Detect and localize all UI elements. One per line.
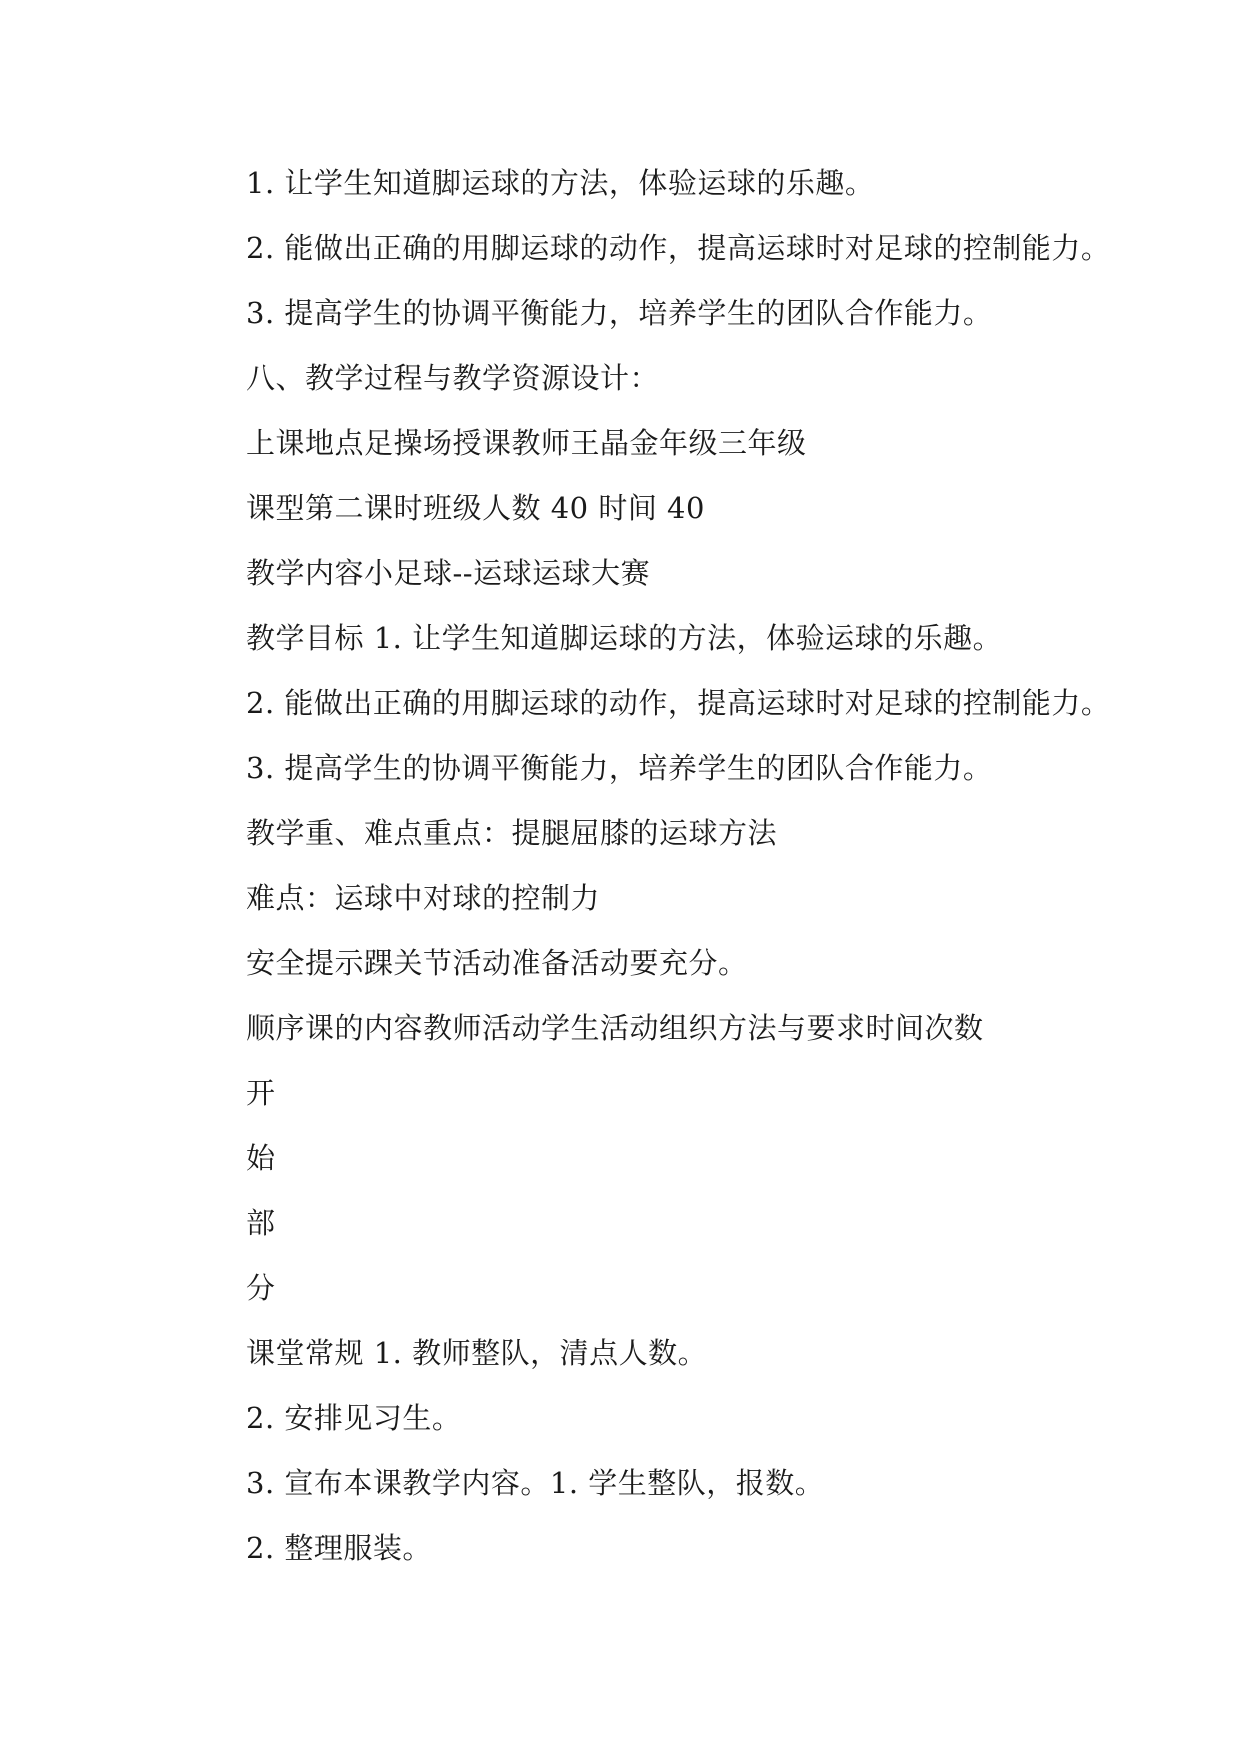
objective-line-3: 3. 提高学生的协调平衡能力，培养学生的团队合作能力。 (246, 296, 993, 330)
table-header-row: 顺序课的内容教师活动学生活动组织方法与要求时间次数 (246, 1011, 984, 1045)
difficulty: 难点：运球中对球的控制力 (246, 881, 601, 915)
class-routine-2: 2. 安排见习生。 (246, 1401, 462, 1435)
class-routine-1: 课堂常规 1. 教师整队，清点人数。 (246, 1336, 708, 1370)
lesson-content: 教学内容小足球--运球运球大赛 (246, 556, 651, 590)
lesson-info-location: 上课地点足操场授课教师王晶金年级三年级 (246, 426, 807, 460)
document-body (246, 160, 1176, 1590)
vertical-label-char-4: 分 (246, 1271, 276, 1305)
objective-line-2: 2. 能做出正确的用脚运球的动作，提高运球时对足球的控制能力。 (246, 231, 1111, 265)
vertical-label-char-2: 始 (246, 1141, 276, 1175)
vertical-label-char-3: 部 (246, 1206, 276, 1240)
class-routine-4: 2. 整理服装。 (246, 1531, 432, 1565)
lesson-info-type: 课型第二课时班级人数 40 时间 40 (246, 491, 705, 525)
key-points: 教学重、难点重点：提腿屈膝的运球方法 (246, 816, 778, 850)
teaching-goal-2: 2. 能做出正确的用脚运球的动作，提高运球时对足球的控制能力。 (246, 686, 1111, 720)
teaching-goal-3: 3. 提高学生的协调平衡能力，培养学生的团队合作能力。 (246, 751, 993, 785)
safety-tip: 安全提示踝关节活动准备活动要充分。 (246, 946, 748, 980)
class-routine-3: 3. 宣布本课教学内容。1. 学生整队，报数。 (246, 1466, 825, 1500)
vertical-label-char-1: 开 (246, 1076, 276, 1110)
section-heading: 八、教学过程与教学资源设计： (246, 361, 660, 395)
teaching-goal-1: 教学目标 1. 让学生知道脚运球的方法，体验运球的乐趣。 (246, 621, 1003, 655)
objective-line-1: 1. 让学生知道脚运球的方法，体验运球的乐趣。 (246, 166, 875, 200)
